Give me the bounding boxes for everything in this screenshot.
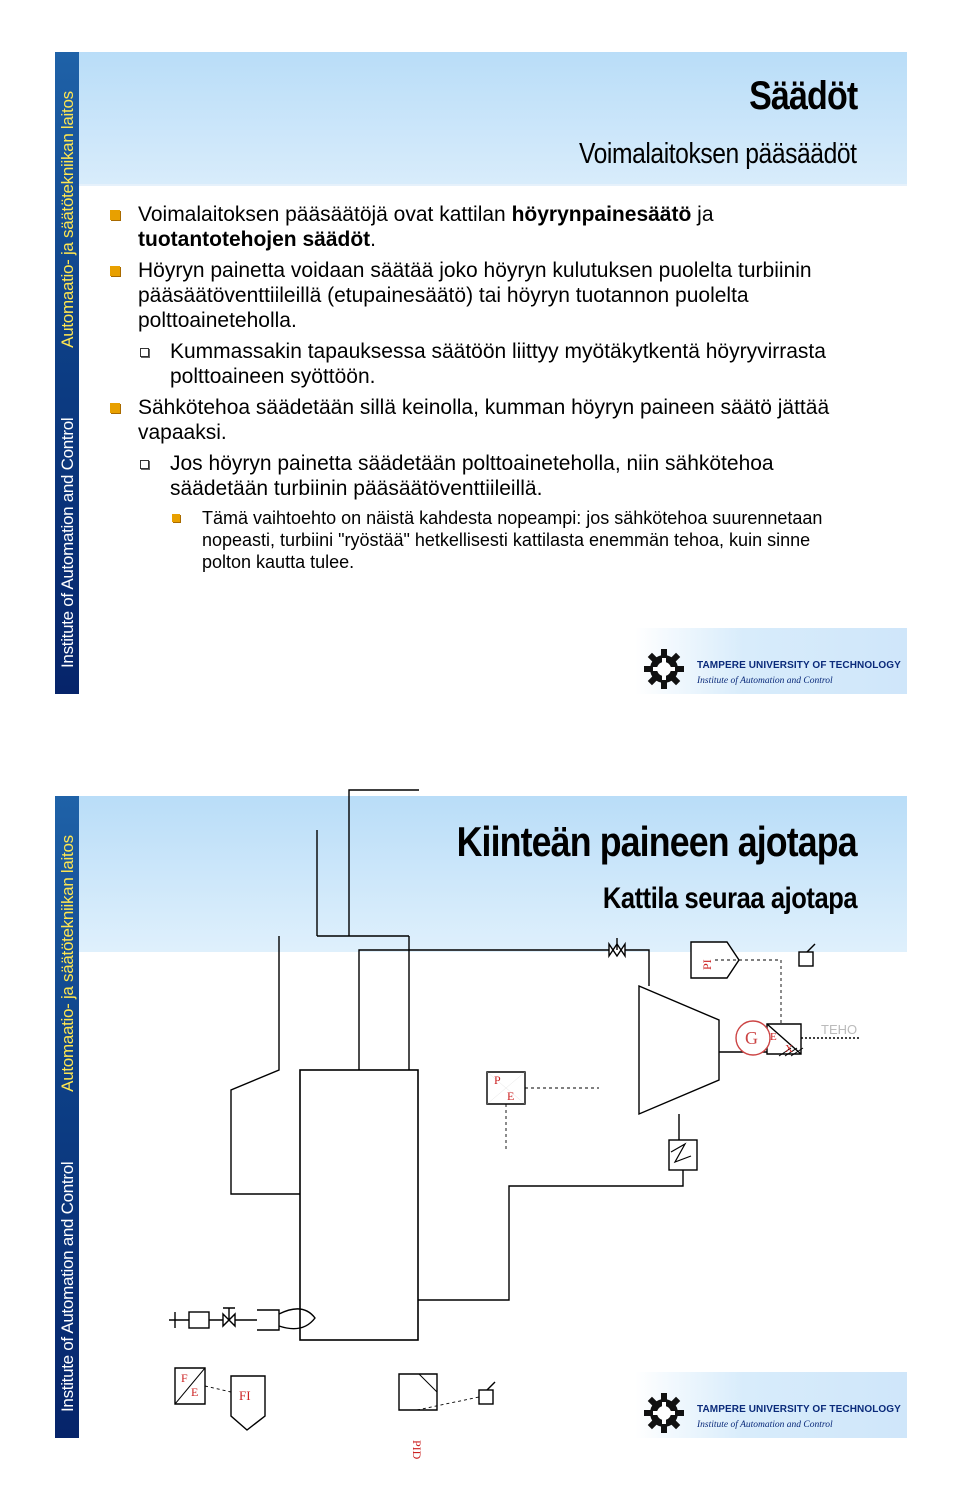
slide-voimalaitoksen-paasaadot: [55, 52, 907, 694]
sidebar-text: [58, 91, 78, 668]
bullet-text: Höyryn painetta voidaan säätää joko höyryn kulutuksen puolelta turbiinin pääsäätöventtiileillä (etupainesäätö) tai höyryn tuotannon puolelta polttoaineteholla.: [138, 259, 812, 332]
ex-e-label: E: [770, 1031, 777, 1043]
bullet-item: [110, 258, 850, 333]
bullet-bold-text: tuotantotehojen säädöt: [138, 228, 371, 251]
slide-subtitle: Voimalaitoksen pääsäädöt: [579, 138, 857, 170]
footer-institute: Institute of Automation and Control: [697, 1420, 833, 1430]
fi-indicator: [231, 1376, 265, 1430]
sidebar-institute-en: Institute of Automation and Control: [58, 417, 77, 668]
burner: [257, 1310, 279, 1330]
bullet-item: [110, 395, 850, 445]
bullet-box-icon: [140, 460, 149, 469]
bullet-text: Sähkötehoa säädetään sillä keinolla, kumman höyryn paineen säätö jättää vapaaksi.: [138, 396, 830, 444]
slide-subtitle: Kattila seuraa ajotapa: [602, 882, 857, 915]
bullet-square-icon: [172, 514, 180, 522]
bullet-list: [110, 202, 850, 579]
fi-label: FI: [239, 1388, 251, 1403]
bullet-text: Kummassakin tapauksessa säätöön liittyy myötäkytkentä höyryvirrasta polttoaineen syöttöön.: [170, 340, 826, 388]
boiler-box: [300, 1070, 418, 1340]
bullet-item: [110, 339, 850, 389]
sidebar-institute-en: Institute of Automation and Control: [58, 1161, 77, 1412]
slide-title: Säädöt: [748, 74, 857, 118]
bullet-text: ja: [691, 203, 714, 226]
pe-p-label: P: [494, 1073, 501, 1087]
footer-institute: Institute of Automation and Control: [697, 676, 833, 686]
pid-label: PID: [410, 1440, 424, 1460]
generator-label: G: [745, 1028, 758, 1048]
actuator-bottom: [479, 1390, 493, 1404]
slide-kiintean-paineen-ajotapa: [55, 796, 907, 1460]
pid-controller: [399, 1374, 437, 1410]
sidebar-institute-fi: Automaatio- ja säätötekniikan laitos: [58, 91, 77, 348]
footer-university: TAMPERE UNIVERSITY OF TECHNOLOGY: [697, 660, 901, 671]
bullet-text: .: [370, 228, 377, 251]
fe-e-label: E: [191, 1385, 199, 1399]
gear-logo-icon: [643, 1392, 685, 1434]
footer-university: TAMPERE UNIVERSITY OF TECHNOLOGY: [697, 1404, 901, 1415]
ex-x-label: X: [785, 1043, 793, 1055]
turbine: [639, 986, 719, 1114]
bullet-text: Voimalaitoksen pääsäätöjä ovat kattilan: [138, 203, 512, 226]
actuator-top: [799, 952, 813, 966]
bullet-text: Tämä vaihtoehto on näistä kahdesta nopeampi: jos sähkötehoa suurennetaan nopeasti, turbiini "ryöstää" hetkellisesti kattilasta enemmän tehoa, kuin sinne polton kautta tulee.: [202, 508, 823, 572]
fuel-pump: [189, 1312, 209, 1328]
fe-f-label: F: [181, 1371, 188, 1385]
gear-logo-icon: [643, 648, 685, 690]
bullet-square-icon: [110, 210, 120, 220]
sidebar-institute-fi: Automaatio- ja säätötekniikan laitos: [58, 835, 77, 1092]
slide-title: Kiinteän paineen ajotapa: [456, 818, 857, 865]
bullet-item: [110, 202, 850, 252]
pe-e-label: E: [507, 1089, 515, 1103]
header-rule: [79, 184, 907, 186]
bullet-box-icon: [140, 348, 149, 357]
bullet-text: Jos höyryn painetta säädetään polttoaineteholla, niin sähkötehoa säädetään turbiinin pääsäätöventtiileillä.: [170, 452, 774, 500]
process-diagram: [79, 930, 907, 1460]
bullet-item: [110, 451, 850, 501]
sidebar: [55, 52, 79, 694]
teho-label: TEHO: [821, 1022, 858, 1037]
sidebar: [55, 796, 79, 1438]
bullet-bold-text: höyrynpainesäätö: [511, 203, 692, 226]
bullet-square-icon: [110, 266, 120, 276]
pi-label: PI: [700, 959, 714, 970]
bullet-item: [110, 507, 850, 573]
steam-pipe: [359, 950, 649, 1070]
sidebar-text: [58, 835, 78, 1412]
bullet-square-icon: [110, 403, 120, 413]
